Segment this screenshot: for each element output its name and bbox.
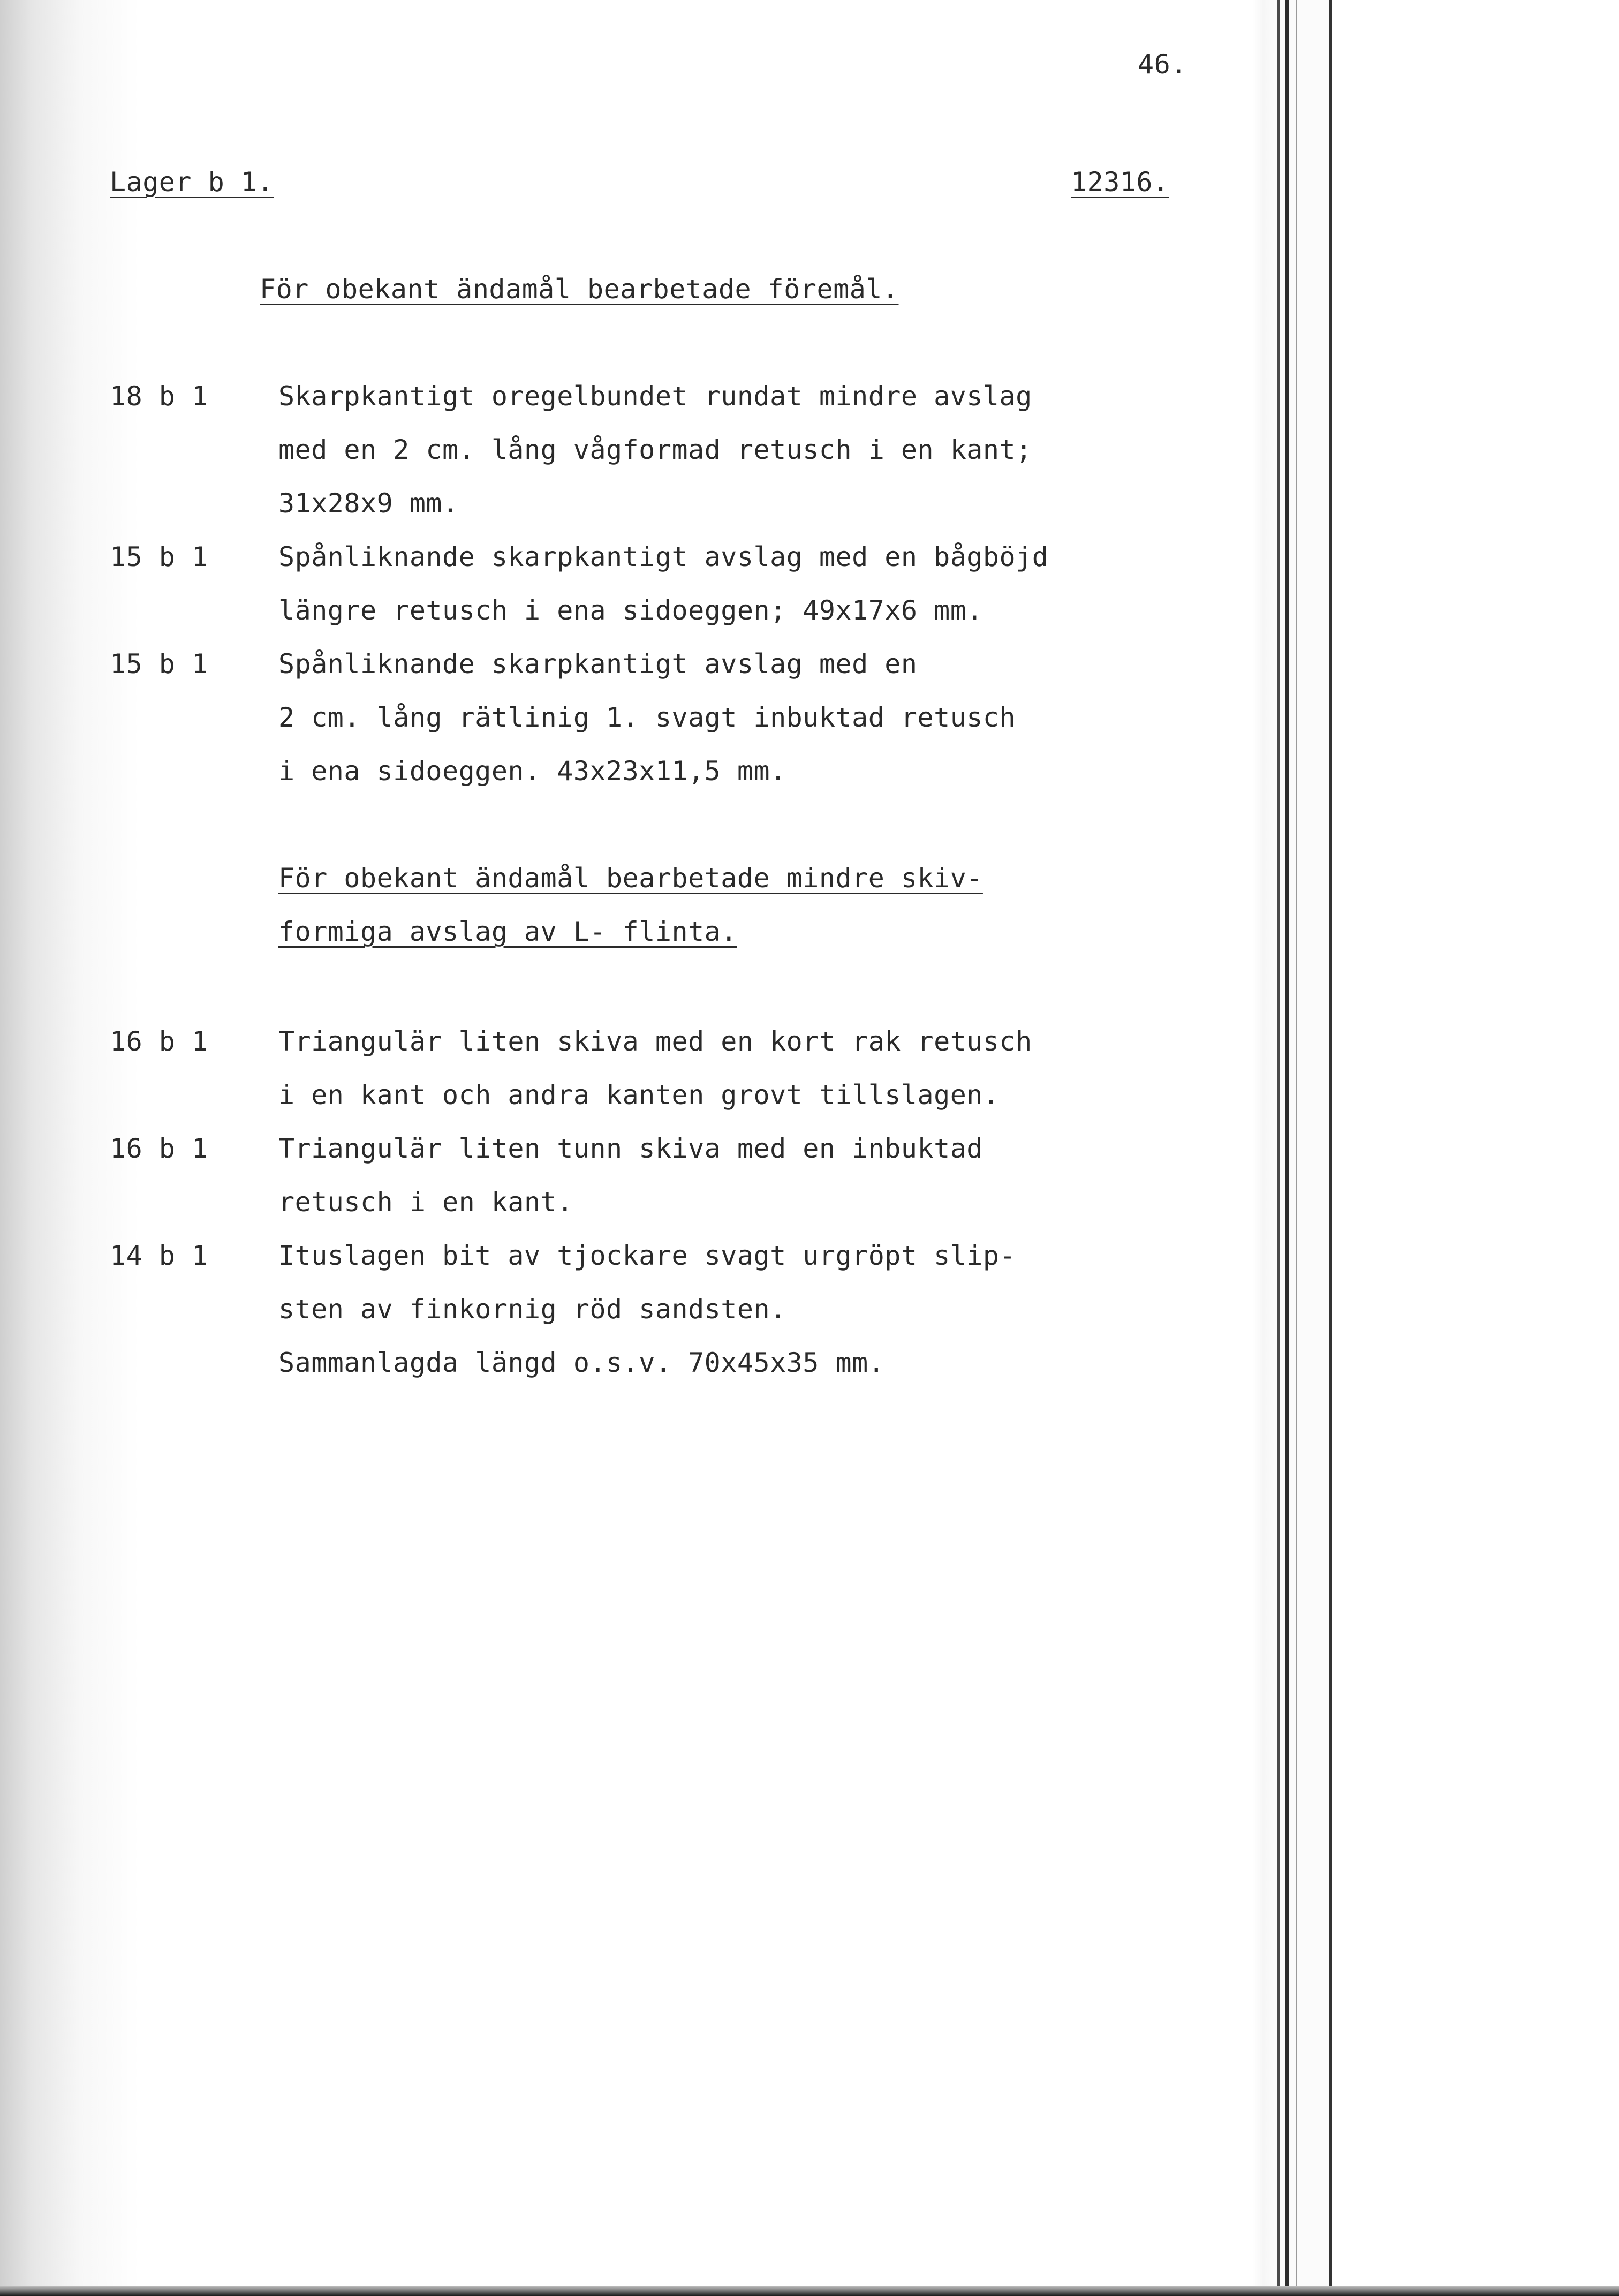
entry-line: Spånliknande skarpkantigt avslag med en bågböjd — [278, 541, 1049, 572]
entry-line: 2 cm. lång rätlinig 1. svagt inbuktad retusch — [278, 702, 1016, 733]
entry-line: sten av finkornig röd sandsten. — [278, 1294, 786, 1325]
entry-line: 31x28x9 mm. — [278, 488, 459, 519]
entry-line: retusch i en kant. — [278, 1187, 573, 1218]
entry-line: Skarpkantigt oregelbundet rundat mindre avslag — [278, 381, 1032, 412]
binding-edge-line — [1296, 0, 1297, 2296]
section-heading: För obekant ändamål bearbetade föremål. — [260, 274, 899, 305]
section-heading: För obekant ändamål bearbetade mindre skiv- — [278, 863, 983, 894]
entry-code: 16 b 1 — [110, 1133, 208, 1164]
entry-code: 18 b 1 — [110, 381, 208, 412]
entry-code: 14 b 1 — [110, 1240, 208, 1271]
entry-line: med en 2 cm. lång vågformad retusch i en kant; — [278, 434, 1032, 465]
binding-edge-line — [1285, 0, 1289, 2296]
entry-line: Sammanlagda längd o.s.v. 70x45x35 mm. — [278, 1347, 885, 1378]
entry-line: i en kant och andra kanten grovt tillslagen. — [278, 1079, 1000, 1111]
entry-code: 16 b 1 — [110, 1026, 208, 1057]
entry-line: Triangulär liten tunn skiva med en inbuktad — [278, 1133, 983, 1164]
bottom-edge-shadow — [0, 2286, 1619, 2296]
entry-line: i ena sidoeggen. 43x23x11,5 mm. — [278, 756, 786, 787]
entry-line: Ituslagen bit av tjockare svagt urgröpt slip- — [278, 1240, 1016, 1271]
entry-line: Spånliknande skarpkantigt avslag med en — [278, 648, 918, 679]
binding-edge-line — [1277, 0, 1280, 2296]
header-right-underlined: 12316. — [1071, 167, 1169, 198]
page-number: 46. — [1138, 49, 1187, 80]
binding-edge-line — [1329, 0, 1332, 2296]
entry-code: 15 b 1 — [110, 541, 208, 572]
entry-line: Triangulär liten skiva med en kort rak retusch — [278, 1026, 1032, 1057]
entry-line: längre retusch i ena sidoeggen; 49x17x6 mm. — [278, 595, 983, 626]
right-page-margin — [1332, 0, 1619, 2296]
entry-code: 15 b 1 — [110, 648, 208, 679]
header-left — [110, 166, 274, 198]
header-left-underlined: Lager b 1. — [110, 167, 274, 198]
section-heading: formiga avslag av L- flinta. — [278, 916, 737, 947]
header-right — [1071, 166, 1169, 198]
